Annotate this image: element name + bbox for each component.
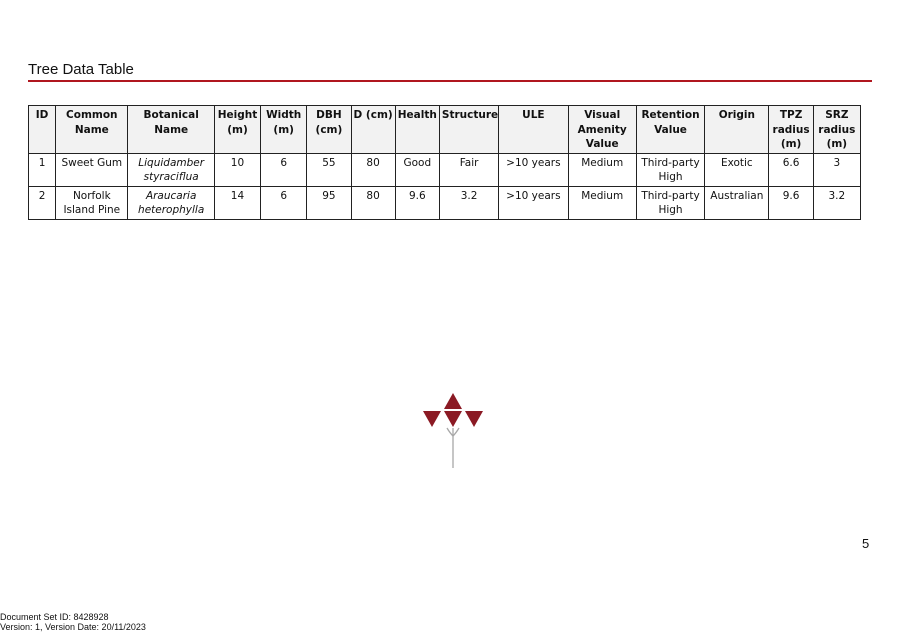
tree-leaf-logo-icon — [420, 392, 486, 470]
header-id: ID — [29, 106, 56, 154]
cell-height: 14 — [214, 186, 260, 219]
cell-srz-radius: 3 — [813, 153, 860, 186]
cell-srz-radius: 3.2 — [813, 186, 860, 219]
cell-id: 1 — [29, 153, 56, 186]
header-dbh: DBH (cm) — [307, 106, 351, 154]
table-row — [29, 153, 861, 186]
header-origin: Origin — [705, 106, 769, 154]
cell-visual-amenity: Medium — [568, 186, 636, 219]
header-health: Health — [395, 106, 439, 154]
cell-retention-value: Third-party High — [636, 186, 704, 219]
cell-width: 6 — [261, 186, 307, 219]
version-line: Version: 1, Version Date: 20/11/2023 — [0, 622, 146, 632]
header-height: Height (m) — [214, 106, 260, 154]
document-set-id: Document Set ID: 8428928 — [0, 612, 109, 622]
cell-d: 80 — [351, 153, 395, 186]
cell-origin: Australian — [705, 186, 769, 219]
header-common-name: Common Name — [56, 106, 128, 154]
cell-health: Good — [395, 153, 439, 186]
header-tpz-radius: TPZ radius (m) — [769, 106, 813, 154]
cell-dbh: 95 — [307, 186, 351, 219]
cell-botanical-name: Liquidamber styraciflua — [128, 153, 214, 186]
table-row — [29, 186, 861, 219]
cell-tpz-radius: 6.6 — [769, 153, 813, 186]
tree-data-table — [28, 105, 861, 220]
header-d: D (cm) — [351, 106, 395, 154]
table-header-row — [29, 106, 861, 154]
page-number: 5 — [862, 536, 870, 551]
title-divider — [28, 80, 872, 82]
header-retention-value: Retention Value — [636, 106, 704, 154]
cell-health: 9.6 — [395, 186, 439, 219]
cell-id: 2 — [29, 186, 56, 219]
cell-retention-value: Third-party High — [636, 153, 704, 186]
cell-height: 10 — [214, 153, 260, 186]
cell-common-name: Norfolk Island Pine — [56, 186, 128, 219]
cell-d: 80 — [351, 186, 395, 219]
header-width: Width (m) — [261, 106, 307, 154]
cell-dbh: 55 — [307, 153, 351, 186]
cell-common-name: Sweet Gum — [56, 153, 128, 186]
header-structure: Structure — [439, 106, 498, 154]
header-ule: ULE — [499, 106, 568, 154]
section-title: Tree Data Table — [28, 61, 134, 78]
cell-structure: 3.2 — [439, 186, 498, 219]
cell-visual-amenity: Medium — [568, 153, 636, 186]
header-botanical-name: Botanical Name — [128, 106, 214, 154]
header-visual-amenity: Visual Amenity Value — [568, 106, 636, 154]
cell-origin: Exotic — [705, 153, 769, 186]
cell-ule: >10 years — [499, 186, 568, 219]
cell-width: 6 — [261, 153, 307, 186]
cell-botanical-name: Araucaria heterophylla — [128, 186, 214, 219]
header-srz-radius: SRZ radius (m) — [813, 106, 860, 154]
cell-tpz-radius: 9.6 — [769, 186, 813, 219]
cell-structure: Fair — [439, 153, 498, 186]
cell-ule: >10 years — [499, 153, 568, 186]
